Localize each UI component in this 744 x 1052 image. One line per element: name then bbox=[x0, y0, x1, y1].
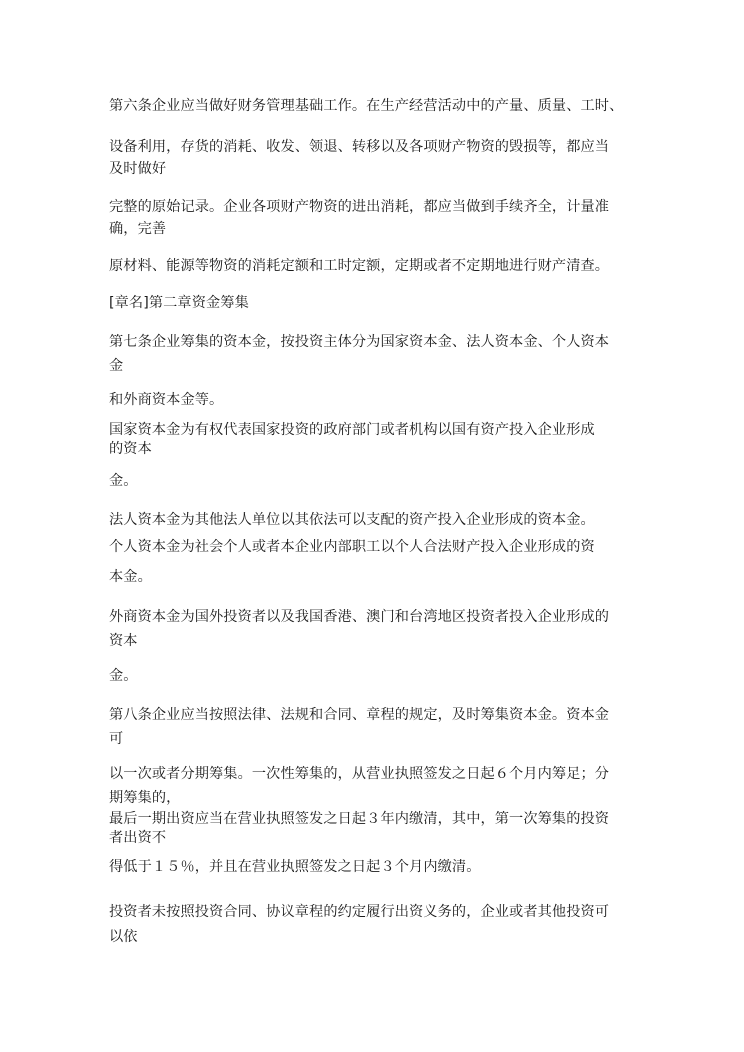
text-line: 的资本 bbox=[109, 441, 152, 457]
text-line: 资本 bbox=[109, 633, 138, 649]
text-line: 者出资不 bbox=[109, 830, 167, 846]
text-line: 期筹集的， bbox=[109, 790, 181, 806]
chapter-heading: [章名]第二章资金筹集 bbox=[109, 295, 249, 311]
text-line: 完整的原始记录。企业各项财产物资的进出消耗，都应当做到手续齐全，计量准 bbox=[109, 199, 610, 215]
text-line: 及时做好 bbox=[109, 161, 167, 177]
text-line: 个人资本金为社会个人或者本企业内部职工以个人合法财产投入企业形成的资 bbox=[109, 539, 595, 555]
text-line: 设备利用，存货的消耗、收发、领退、转移以及各项财产物资的毁损等，都应当 bbox=[109, 139, 610, 155]
text-line: 金 bbox=[109, 358, 124, 374]
text-line: 和外商资本金等。 bbox=[109, 392, 224, 408]
text-line: 第七条企业筹集的资本金，按投资主体分为国家资本金、法人资本金、个人资本 bbox=[109, 334, 610, 350]
text-line: 金。 bbox=[109, 473, 138, 489]
text-line: 得低于１５％，并且在营业执照签发之日起３个月内缴清。 bbox=[109, 859, 481, 875]
text-line: 金。 bbox=[109, 668, 138, 684]
text-line: 国家资本金为有权代表国家投资的政府部门或者机构以国有资产投入企业形成 bbox=[109, 422, 595, 438]
text-line: 法人资本金为其他法人单位以其依法可以支配的资产投入企业形成的资本金。 bbox=[109, 512, 595, 528]
text-line: 外商资本金为国外投资者以及我国香港、澳门和台湾地区投资者投入企业形成的 bbox=[109, 609, 610, 625]
text-line: 第六条企业应当做好财务管理基础工作。在生产经营活动中的产量、质量、工时、 bbox=[109, 98, 624, 114]
text-line: 以一次或者分期筹集。一次性筹集的，从营业执照签发之日起６个月内筹足；分 bbox=[109, 766, 610, 782]
text-line: 可 bbox=[109, 731, 124, 747]
text-line: 本金。 bbox=[109, 569, 152, 585]
text-line: 以依 bbox=[109, 929, 138, 945]
text-line: 最后一期出资应当在营业执照签发之日起３年内缴清，其中，第一次筹集的投资 bbox=[109, 811, 610, 827]
text-line: 原材料、能源等物资的消耗定额和工时定额，定期或者不定期地进行财产清查。 bbox=[109, 258, 610, 274]
text-line: 投资者未按照投资合同、协议章程的约定履行出资义务的，企业或者其他投资可 bbox=[109, 904, 610, 920]
text-line: 确，完善 bbox=[109, 221, 167, 237]
text-line: 第八条企业应当按照法律、法规和合同、章程的规定，及时筹集资本金。资本金 bbox=[109, 707, 610, 723]
